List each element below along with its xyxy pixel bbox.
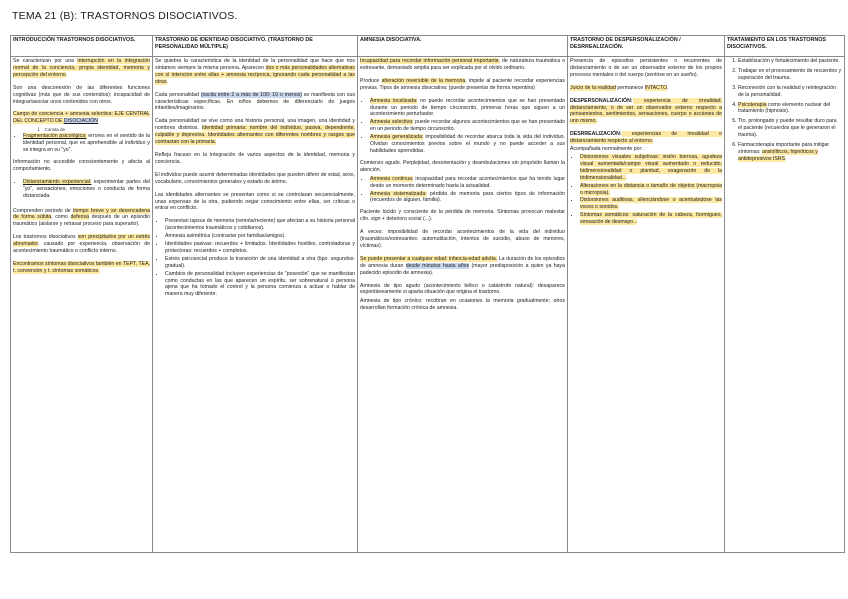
paragraph: Encontramos síntomas disociativos también en TEPT, TEA, t. conversión y t. síntomas somáticos. [13,260,150,274]
bullet-list [570,154,722,226]
paragraph: DESPERSONALIZACIÓN: experiencia de irrealidad, distanciamiento, o de ser un observador externo respecto a pensamientos, sentimientos, sensaciones, cuerpo o acciones de uno mismo. [570,97,722,125]
paragraph: Las identidades alternantes se presentan como si se controlaran secuencialmente, unas expensas de la otra, pudiendo negar conocimiento entre ellas, ser críticas o entrar en conflicto. [155,191,355,212]
list-item: 1. Estabilización y fortalecimiento del paciente. [738,58,842,65]
paragraph: Cada personalidad se vive como una historia personal, una imagen, una identidad y nombres distintos. Identidad primaria: nombre del individuo, pasiva, dependiente, culpable y depresiva. Identidades alternantes con diferentes nombres y rasgos que contrastan con la primaria. [155,118,355,146]
header-despersonalizacion: TRASTORNO DE DESPERSONALIZACIÓN / DESRREALIZACIÓN. [568,36,725,57]
list-item: 3. Reconexión con la realidad y reintegración de la personalidad. [738,85,842,99]
paragraph: Paciente lúcido y consciente de la pérdida de memoria. Síntomas provocan malestar clín. sign + deterioro social (...). [360,209,565,223]
summary-table [10,35,845,553]
paragraph: A veces: imposibilidad de recordar acontecimientos de la vida del individuo (traumáticos/estresantes: automutilación, intentos de suicidio, abuso de menores, víctimas). [360,229,565,249]
paragraph: Cada personalidad (oscila entre 2 a más de 100: 10 o menos) se manifiesta con sus características específicas. En niños debemos de diferenciarlo de juegos infantiles/imaginarios. [155,91,355,112]
list-item: 2. Trabajar en el procesamiento de recuerdos y superación del trauma. [738,68,842,82]
list-item: • Distorsiones visuales subjetivas: visión borrosa, agudeza visual aumentada/campo visual aumentado o reducido, bidimensionalidad o planitud, exageración de la tridimensionalidad... [580,154,722,182]
bullet-list [360,176,565,205]
paragraph: Amnesia de tipo agudo (acontecimiento bélico o catástrofe natural): desaparece espontáneamente si aparta situación que origina el trastorno. [360,282,565,296]
header-introduccion: INTRODUCCIÓN TRASTORNOS DISOCIATIVOS. [11,36,153,57]
col-introduccion [11,57,153,553]
paragraph: Se quiebra la característica de la identidad de la personalidad que hace que nos sintamos siempre la misma persona. Aparecen dos o más personalidades alternativas con sí intencion entre ellas + amnesia recíproca, ignorando cada personalidad a las otras. [155,58,355,85]
col-despersonalizacion [568,57,725,553]
paragraph: Comprenden periodo de tiempo breve y se desencadena de forma súbita, como defensa después de un episodio traumático (aislarse y retrasar proceso para superarlo). [13,207,151,228]
paragraph: Se caracterizan por una interrupción en la integración normal de la conciencia, propia identidad, memoria y percepción del entorno. [13,58,150,78]
content-row [11,57,845,553]
list-item: • Síntomas somáticos: saturación de la cabeza, hormigueo, sensación de desmayo... [580,212,722,226]
down-arrow-icon: ↓ [37,126,41,134]
bullet-list [360,98,565,155]
paragraph: Refleja fracaso en la integración de varios aspectos de la identidad, memoria y conciencia. [155,151,355,165]
header-row [11,36,845,57]
arrow-line: ↓ Consta de [37,126,66,134]
list-item: • Alteraciones en la distancia o tamaño de objetos (macropsia o micropsia). [580,183,722,197]
paragraph: Se puede presentar a cualquier edad: infancia-edad adulta. La duración de los episodios de amnesia duran desde minutos hasta años (mayor predisposición a quien ya haya padecido episodio de amnesia). [360,255,565,276]
paragraph: Comienzo agudo. Perplejidad, desorientación y deambulaciones sin propósito llaman la atención. [360,159,565,173]
paragraph: Acompañada normalmente por: [570,146,643,153]
list-item: • Estrés psicosocial produce la transición de una identidad a otra (tipo. segundos-gradual). [165,256,355,270]
list-item: • Amnesia localizada: no puede recordar acontecimientos que se han presentado durante un periodo de tiempo circunscrito, primeras horas que siguen a un acontecimiento perturbador. [370,98,565,119]
header-tratamiento: TRATAMIENTO EN LOS TRASTORNOS DISOCIATIVOS. [725,36,845,57]
list-item: • Amnesia sistematizada: pérdida de memoria para ciertos tipos de información (recuerdos de alguien, familia). [370,191,565,205]
list-item: • Presentan lapsus de memoria (remota/reciente) que afectan a su historia personal (acontecimientos traumáticos y cotidianos). [165,218,355,232]
paragraph: DESRREALIZACIÓN: experiencias de irrealidad o distanciamiento respecto al entorno. [570,131,722,145]
numbered-list [727,58,842,163]
list-item: • Amnesia continua: incapacidad para recordar acontecimientos que ha tenido lugar desde un momento determinado hasta la actualidad. [370,176,565,190]
list-item: • Amnesia generalizada: imposibilidad de recordar abarca toda la vida del individuo. Olvidan conocimientos previos sobre el mundo y no puede acceder a sus habilidades aprendidas. [370,134,565,155]
list-item: • Cambios de personalidad incluyen experiencias de "posesión" que se manifiestan como conductas en las que aparecen un espíritu, ser sobrenatural o persona ajena que ha tomado el control y la persona comienza a actuar o hablar de manera muy diferente. [165,271,355,299]
paragraph: Los trastornos disociativos son precipitados por un estrés abrumador, causado por experiencia, observación de acontecimiento traumático o conflicto interno. [13,234,150,255]
list-item: • Amnesia asimétrica (contrastar por familias/amigos). [165,233,355,240]
col-amnesia [358,57,568,553]
paragraph: Incapacidad para recordar información personal importante, de naturaleza traumática o estresante, demasiado amplia para ser explicada por el olvido ordinario. [360,58,565,71]
paragraph: Son una desconexión de las diferentes funciones cognitivas (más que de sus contenidos): incapacidad de integrar/asociar unos contenidos con otros. [13,84,150,105]
list-item: • Identidades pasivas: recuerdos + limitados. Identidades hostiles, controladoras y protectoras: recuerdos + completos. [165,241,355,255]
paragraph: Campo de conciencia + amnesia selectiva: EJE CENTRAL DEL CONCEPTO DE DISOCIACIÓN [13,111,150,125]
col-tratamiento [725,57,845,553]
list-item: 5. Tto. prolongado y puede resultar duro para el paciente (recuerdos que le generaron el trauma). [738,118,842,139]
page-title: TEMA 21 (B): TRASTORNOS DISOCIATIVOS. [12,10,238,22]
header-amnesia: AMNESIA DISOCIATIVA. [358,36,568,57]
list-item: • Distorsiones auditivas, silenciándose o acentuándose las voces o sonidos. [580,197,722,211]
list-item: • Fragmentación psicológica: errores en el sentido de la identidad personal, que es aprehensible al individuo y se integra en su "yo". [23,133,150,154]
bullet-list [13,133,150,154]
list-item: • Distanciamiento experiencial: experimentar partes del "yo", sensaciones, emociones o conducta de forma distanciada. [23,179,150,200]
list-item: 6. Farmacoterapia importante para mitigar síntomas: ansiolíticos, hipnóticos y antidepresivos ISRS. [738,142,842,163]
paragraph: Juicio de la realidad permanece INTACTO. [570,84,669,91]
paragraph: Presencia de episodios persistentes o recurrentes de distanciamiento o de ser un observador externo de los propios procesos mentales o del cuerpo (sentirse en un sueño). [570,58,722,78]
bullet-list [13,179,150,200]
bullet-list [155,218,355,298]
paragraph: El individuo puede asumir determinadas identidades que pueden diferir de edad, sexo, vocabulario, conocimientos generales y estado de ánimo. [155,171,355,185]
header-identidad: TRASTORNO DE IDENTIDAD DISOCIATIVO. (TRASTORNO DE PERSONALIDAD MÚLTIPLE) [153,36,358,57]
col-identidad [153,57,358,553]
paragraph: Produce alteración reversible de la memoria, impide al paciente recordar experiencias previas. Tipos de amnesia disociativa: (puede presentar de forma repentina) [360,77,565,91]
paragraph: Amnesia de tipo crónico: recobran en ocasiones la memoria gradualmente; otros desarrollan formación crónica de amnesia. [360,298,565,312]
list-item: 4. Psicoterapia como elemento nuclear del tratamiento (hipnosis). [738,102,842,116]
list-item: • Amnesia selectiva: puede recordar algunos acontecimientos que se han presentado en un periodo de tiempo circunscrito. [370,119,565,133]
paragraph: Información no accesible conscientemente y afecta al comportamiento. [13,158,150,172]
